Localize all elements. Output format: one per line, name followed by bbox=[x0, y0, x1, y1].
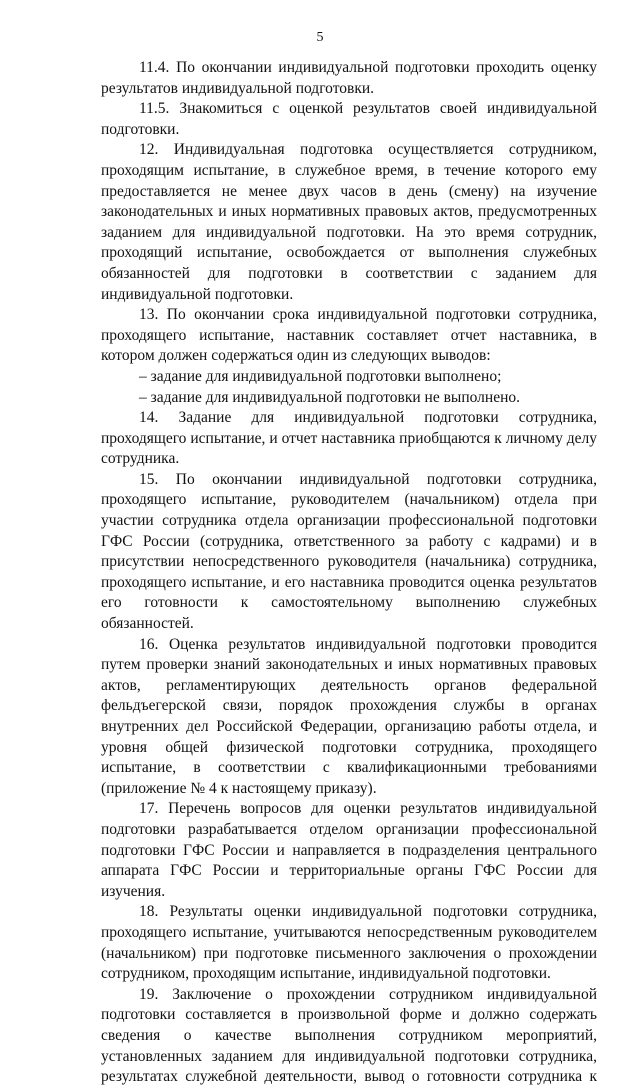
paragraph-15: 15. По окончании индивидуальной подготовки сотрудника, проходящего испытание, руководителем (начальником) отдела при участии сотрудника отдела организации профессиональной подготовки ГФС России (сотрудника, ответственного за работу с кадрами) и в присутствии непосредственного руководителя (начальника) сотрудника, проходящего испытание, и его наставника проводится оценка результатов его готовности к самостоятельному выполнению служебных обязанностей. bbox=[101, 470, 597, 633]
document-body bbox=[101, 58, 597, 1088]
list-item-task-not-completed: – задание для индивидуальной подготовки не выполнено. bbox=[139, 388, 521, 406]
page-number: 5 bbox=[316, 30, 324, 45]
paragraph-19: 19. Заключение о прохождении сотрудником индивидуальной подготовки составляется в произвольной форме и должно содержать сведения о качестве выполнения сотрудником мероприятий, установленных заданием для индивидуальной подготовки сотрудника, результатах служебной деятельности, вывод о готовности сотрудника к bbox=[101, 985, 597, 1086]
list-item-task-completed: – задание для индивидуальной подготовки выполнено; bbox=[139, 367, 502, 385]
paragraph-11-5: 11.5. Знакомиться с оценкой результатов своей индивидуальной подготовки. bbox=[101, 100, 597, 138]
paragraph-13: 13. По окончании срока индивидуальной подготовки сотрудника, проходящего испытание, наставник составляет отчет наставника, в котором должен содержаться один из следующих выводов: bbox=[101, 306, 597, 365]
paragraph-12: 12. Индивидуальная подготовка осуществляется сотрудником, проходящим испытание, в служебное время, в течение которого ему предоставляется не менее двух часов в день (смену) на изучение законодательных и иных нормативных правовых актов, предусмотренных заданием для индивидуальной подготовки. На это время сотрудник, проходящий испытание, освобождается от выполнения служебных обязанностей для подготовки в соответствии с заданием для индивидуальной подготовки. bbox=[101, 141, 597, 303]
paragraph-16: 16. Оценка результатов индивидуальной подготовки проводится путем проверки знаний законодательных и иных нормативных правовых актов, регламентирующих деятельность органов федеральной фельдъегерской связи, порядок прохождения службы в органах внутренних дел Российской Федерации, организацию работы отдела, и уровня общей физической подготовки сотрудника, проходящего испытание, в соответствии с квалификационными требованиями (приложение № 4 к настоящему приказу). bbox=[101, 635, 597, 797]
paragraph-14: 14. Задание для индивидуальной подготовки сотрудника, проходящего испытание, и отчет наставника приобщаются к личному делу сотрудника. bbox=[101, 409, 597, 468]
paragraph-11-4: 11.4. По окончании индивидуальной подготовки проходить оценку результатов индивидуальной подготовки. bbox=[101, 59, 597, 97]
paragraph-17: 17. Перечень вопросов для оценки результатов индивидуальной подготовки разрабатывается отделом организации профессиональной подготовки ГФС России и направляется в подразделения центрального аппарата ГФС России и территориальные органы ГФС России для изучения. bbox=[101, 800, 597, 900]
paragraph-18: 18. Результаты оценки индивидуальной подготовки сотрудника, проходящего испытание, учитываются непосредственным руководителем (начальником) при подготовке письменного заключения о прохождении сотрудником, проходящим испытание, индивидуальной подготовки. bbox=[101, 903, 597, 983]
